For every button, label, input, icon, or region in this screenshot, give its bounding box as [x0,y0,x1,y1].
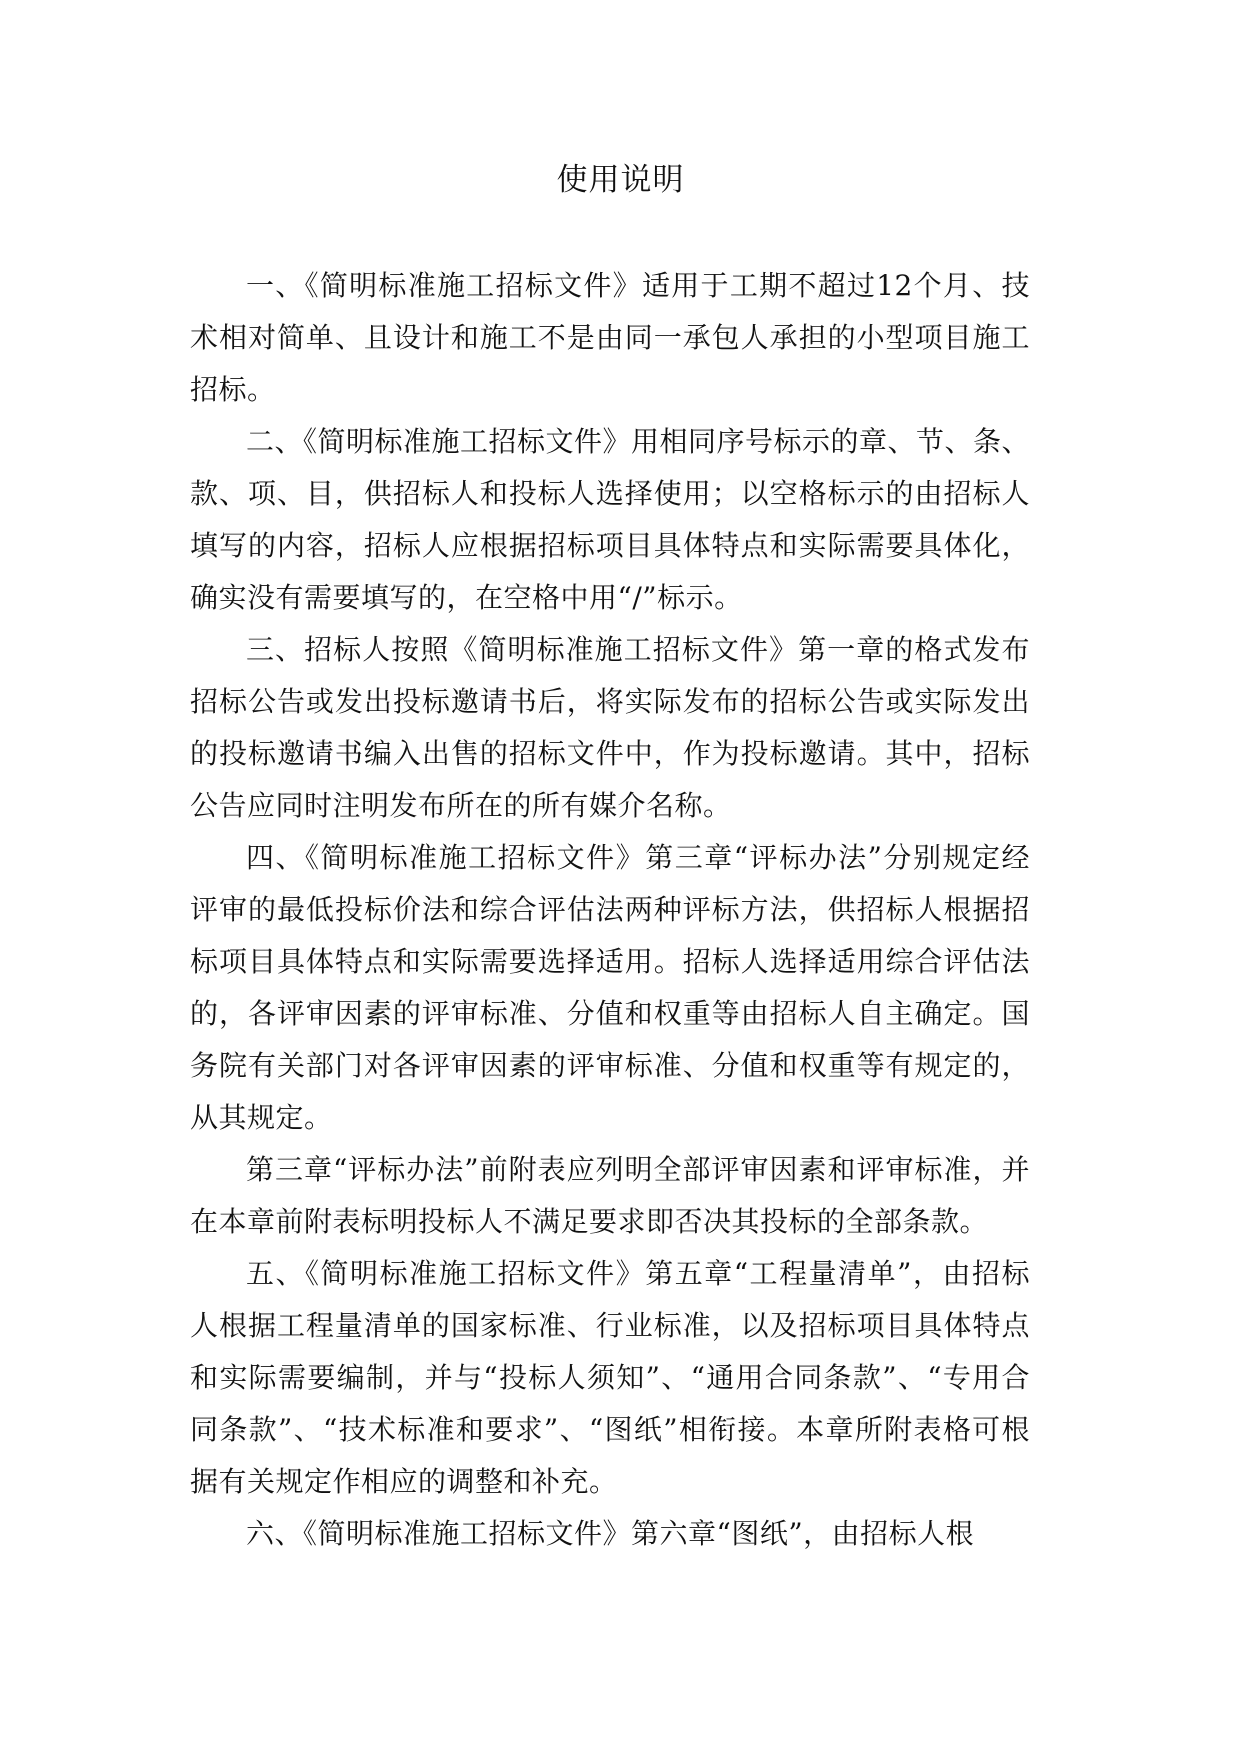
paragraph-4: 四、《简明标准施工招标文件》第三章“评标办法”分别规定经评审的最低投标价法和综合评估法两种评标方法，供招标人根据招标项目具体特点和实际需要选择适用。招标人选择适用综合评估法的，各评审因素的评审标准、分值和权重等由招标人自主确定。国务院有关部门对各评审因素的评审标准、分值和权重等有规定的，从其规定。 [190,841,1030,1134]
paragraph-2: 二、《简明标准施工招标文件》用相同序号标示的章、节、条、款、项、目，供招标人和投标人选择使用；以空格标示的由招标人填写的内容，招标人应根据招标项目具体特点和实际需要具体化，确实没有需要填写的，在空格中用“/”标示。 [190,425,1031,614]
document-title: 使用说明 [556,162,685,198]
paragraph-5: 第三章“评标办法”前附表应列明全部评审因素和评审标准，并在本章前附表标明投标人不满足要求即否决其投标的全部条款。 [190,1153,1030,1238]
paragraph-7: 六、《简明标准施工招标文件》第六章“图纸”，由招标人根 [246,1517,975,1550]
document-body [190,260,1030,1560]
paragraph-3: 三、招标人按照《简明标准施工招标文件》第一章的格式发布招标公告或发出投标邀请书后，将实际发布的招标公告或实际发出的投标邀请书编入出售的招标文件中，作为投标邀请。其中，招标公告应同时注明发布所在的所有媒介名称。 [190,633,1030,822]
paragraph-1: 一、《简明标准施工招标文件》适用于工期不超过12个月、技术相对简单、且设计和施工不是由同一承包人承担的小型项目施工招标。 [190,269,1030,406]
paragraph-6: 五、《简明标准施工招标文件》第五章“工程量清单”，由招标人根据工程量清单的国家标准、行业标准，以及招标项目具体特点和实际需要编制，并与“投标人须知”、“通用合同条款”、“专用合同条款”、“技术标准和要求”、“图纸”相衔接。本章所附表格可根据有关规定作相应的调整和补充。 [190,1257,1030,1498]
